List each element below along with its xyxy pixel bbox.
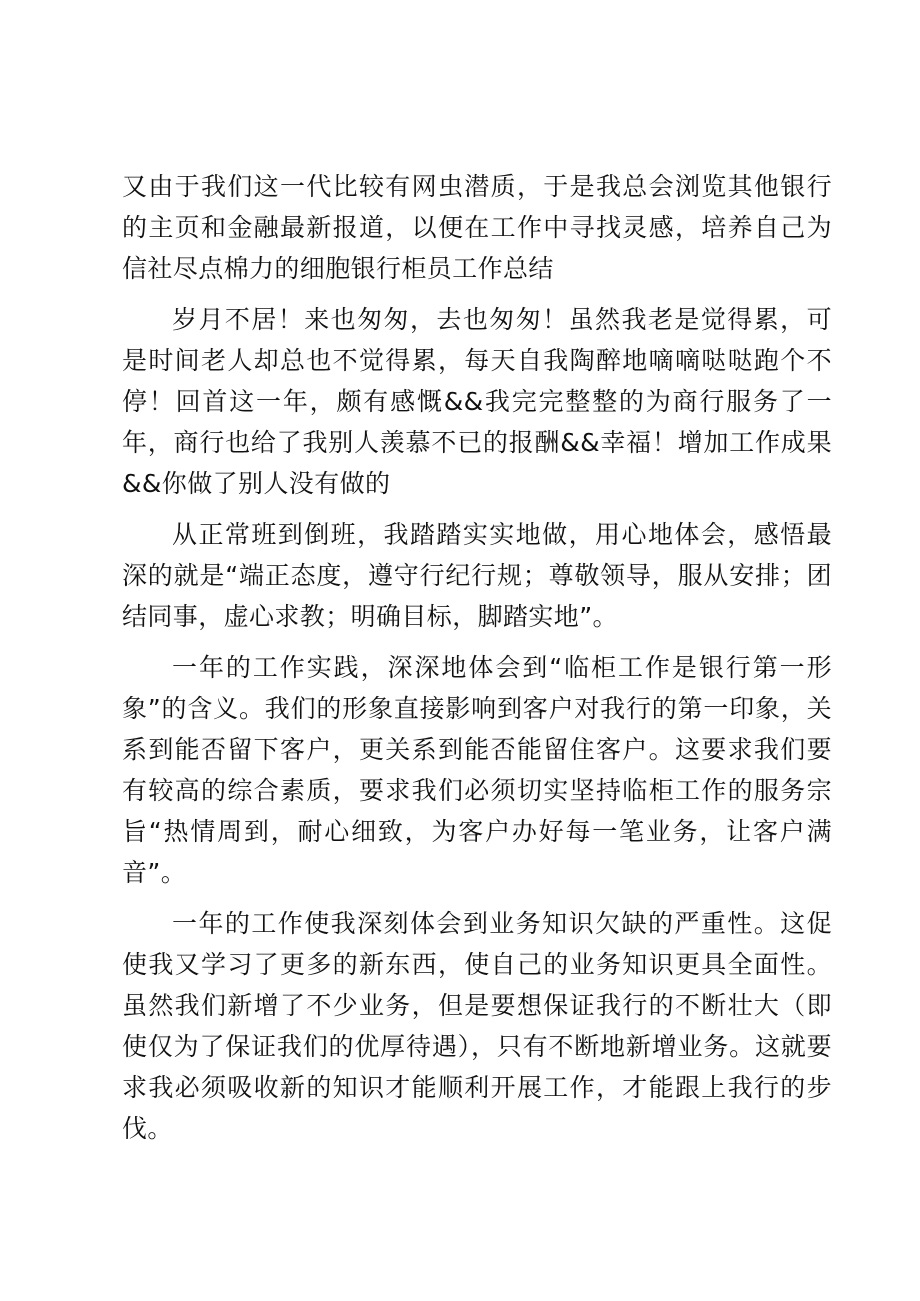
- paragraph-4: 一年的工作实践，深深地体会到“临柜工作是银行第一形象”的含义。我们的形象直接影响到客户对我行的第一印象，关系到能否留下客户，更关系到能否能留住客户。这要求我们要有较高的综合素质，要求我们必须切实坚持临柜工作的服务宗旨“热情周到，耐心细致，为客户办好每一笔业务，让客户满音”。: [122, 653, 832, 887]
- paragraph-1: 又由于我们这一代比较有网虫潜质，于是我总会浏览其他银行的主页和金融最新报道，以便在工作中寻找灵感，培养自己为信社尽点棉力的细胞银行柜员工作总结: [122, 172, 832, 283]
- document-body: [122, 166, 832, 1159]
- paragraph-5: 一年的工作使我深刻体会到业务知识欠缺的严重性。这促使我又学习了更多的新东西，使自己的业务知识更具全面性。虽然我们新增了不少业务，但是要想保证我行的不断壮大（即使仅为了保证我们的优厚待遇），只有不断地新增业务。这就要求我必须吸收新的知识才能顺利开展工作，才能跟上我行的步伐。: [122, 909, 832, 1143]
- paragraph-3: 从正常班到倒班，我踏踏实实地做，用心地体会，感悟最深的就是“端正态度，遵守行纪行规；尊敬领导，服从安排；团结同事，虚心求教；明确目标，脚踏实地”。: [122, 520, 832, 631]
- paragraph-2: 岁月不居！来也匆匆，去也匆匆！虽然我老是觉得累，可是时间老人却总也不觉得累，每天自我陶醉地嘀嘀哒哒跑个不停！回首这一年，颇有感慨&&我完完整整的为商行服务了一年，商行也给了我别人羡慕不已的报酬&&幸福！增加工作成果&&你做了别人没有做的: [122, 305, 832, 498]
